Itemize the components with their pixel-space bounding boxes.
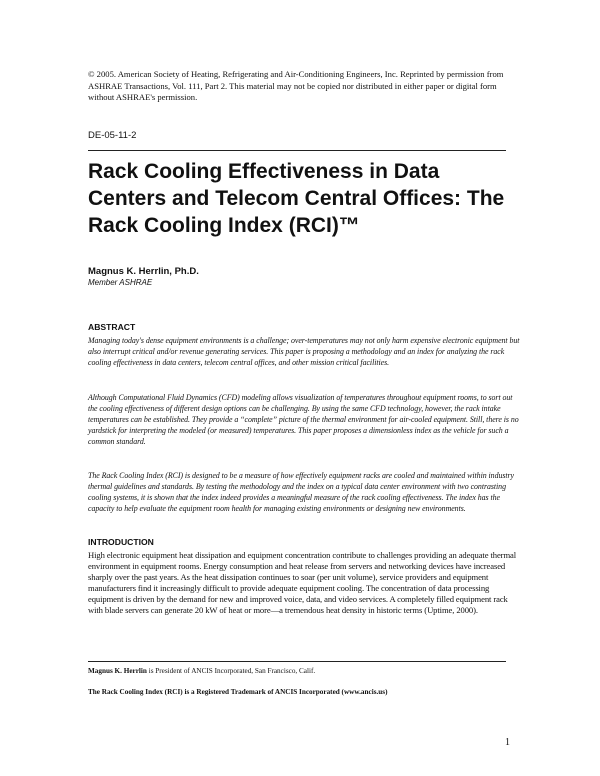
paper-title: Rack Cooling Effectiveness in Data Centers and Telecom Central Offices: The Rack Cooling Index (RCI)™ [88,160,505,237]
footnote-rule [88,661,506,662]
introduction-paragraph: High electronic equipment heat dissipation and equipment concentration contribute to challenges providing an adequate thermal environment in equipment rooms. Energy consumption and heat release from servers and networking devices have increased sharply over the past years. As the heat dissipation continues to soar (per unit volume), service providers and equipment manufacturers find it increasingly difficult to provide adequate equipment cooling. The concentration of data processing equipment is driven by the demand for new and improved voice, data, and video services. A completely filled equipment rack with blade servers can generate 20 kW of heat or more—a tremendous heat density in historic terms (Uptime, 2000). [88,550,517,615]
copyright-notice: © 2005. American Society of Heating, Refrigerating and Air-Conditioning Engineers, Inc. Reprinted by permission from ASHRAE Transactions, Vol. 111, Part 2. This material may not be copied nor distributed in either paper or digital form without ASHRAE's permission. [88,69,504,102]
abstract-paragraph-2: Although Computational Fluid Dynamics (CFD) modeling allows visualization of temperatures throughout equipment rooms, to sort out the cooling effectiveness of different design options can be challenging. By using the same CFD technology, however, the rack intake temperatures can be established. They provide a “complete” picture of the thermal environment for air-cooled equipment. Still, there is no yardstick for interpreting the modeled (or measured) temperatures. This paper proposes a dimensionless index as the vehicle for such a common standard. [88,393,519,446]
introduction-heading: INTRODUCTION [88,537,154,547]
trademark-footnote: The Rack Cooling Index (RCI) is a Registered Trademark of ANCIS Incorporated (www.ancis.us) [88,688,388,696]
title-rule [88,150,506,151]
author-affiliation: Member ASHRAE [88,278,153,287]
author-footnote [88,667,518,675]
page-number: 1 [505,737,510,748]
abstract-paragraph-3: The Rack Cooling Index (RCI) is designed to be a measure of how effectively equipment racks are cooled and maintained within industry thermal guidelines and standards. By testing the methodology and the index on a typical data center environment with two contrasting cooling systems, it is shown that the index indeed provides a meaningful measure of the rack cooling effectiveness. The index has the capacity to help evaluate the equipment room health for managing existing environments or designing new environments. [88,471,515,513]
abstract-heading: ABSTRACT [88,322,136,332]
footnote-author-name: Magnus K. Herrlin [88,667,147,675]
document-id: DE-05-11-2 [88,130,137,141]
author-name: Magnus K. Herrlin, Ph.D. [88,266,199,277]
abstract-paragraph-1: Managing today's dense equipment environments is a challenge; over-temperatures may not only harm expensive electronic equipment but also interrupt critical and/or revenue generating services. This paper is proposing a methodology and an index for analyzing the rack cooling effectiveness in data centers, telecom central offices, and other mission critical facilities. [88,336,520,367]
footnote-author-text: is President of ANCIS Incorporated, San Francisco, Calif. [146,667,316,675]
